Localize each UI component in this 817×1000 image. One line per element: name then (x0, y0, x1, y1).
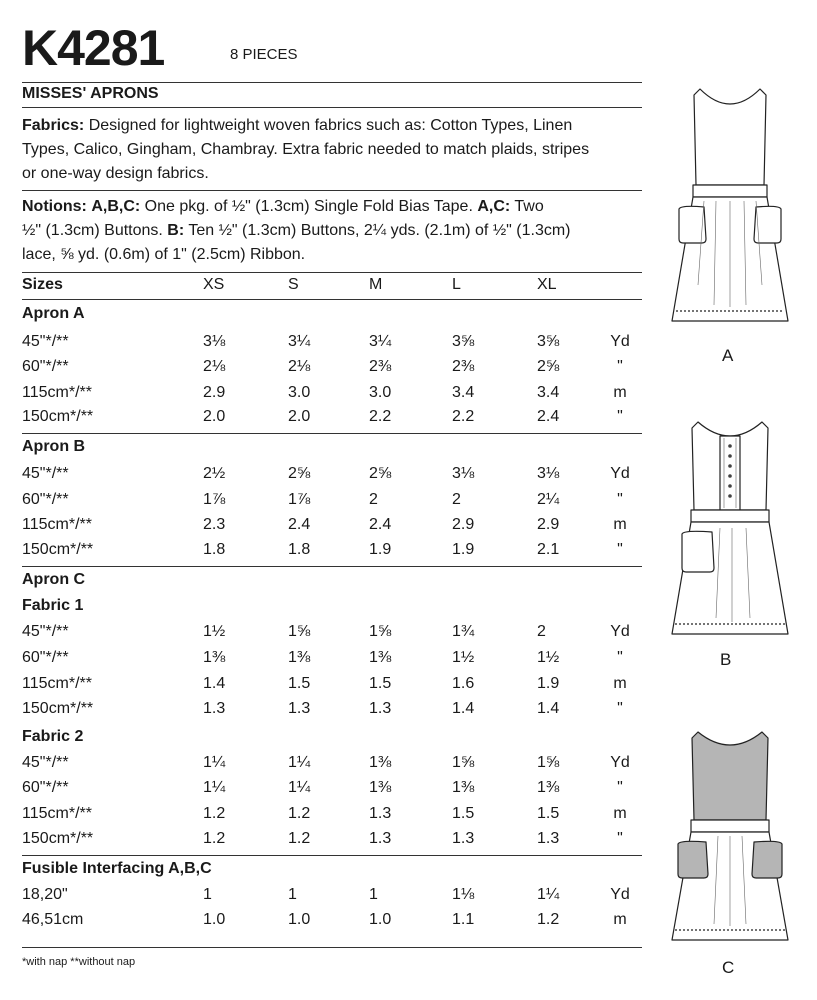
yardage-xs: 2.9 (203, 384, 226, 401)
yardage-row (22, 333, 642, 359)
yardage-m: 2.4 (369, 516, 392, 533)
apron-b-illustration (660, 418, 800, 640)
notions-section (22, 195, 647, 267)
yardage-xs: 2⅛ (203, 358, 226, 375)
fabrics-line: Types, Calico, Gingham, Chambray. Extra fabric needed to match plaids, stripes (22, 141, 590, 158)
fabric-width: 45"*/** (22, 465, 69, 482)
yardage-xs: 1½ (203, 623, 226, 640)
fabrics-section (22, 114, 647, 186)
apron-a-bodice (694, 89, 766, 185)
yardage-row (22, 754, 642, 780)
fabric-width: 60"*/** (22, 649, 69, 666)
interfacing-heading: Fusible Interfacing A,B,C (22, 860, 212, 877)
unit: Yd (610, 465, 630, 482)
apron-b-heading: Apron B (22, 438, 86, 455)
notions-text: Ten ½" (1.3cm) Buttons, 2¼ yds. (2.1m) of ½" (1.3cm) (184, 222, 571, 239)
yardage-l: 2⅜ (452, 358, 475, 375)
yardage-row (22, 911, 642, 937)
yardage-s: 1 (288, 886, 297, 903)
yardage-row (22, 491, 642, 517)
fabrics-line: or one-way design fabrics. (22, 165, 209, 182)
fabric-2-heading: Fabric 2 (22, 728, 84, 745)
fabric-width: 60"*/** (22, 491, 69, 508)
yardage-s: 1⅜ (288, 649, 311, 666)
unit: m (613, 805, 627, 822)
yardage-xs: 1.2 (203, 805, 226, 822)
yardage-s: 1.0 (288, 911, 311, 928)
yardage-s: 2⅝ (288, 465, 311, 482)
yardage-s: 2⅛ (288, 358, 311, 375)
yardage-m: 1⅜ (369, 754, 392, 771)
yardage-m: 1.3 (369, 805, 392, 822)
yardage-l: 3.4 (452, 384, 475, 401)
divider (22, 82, 642, 83)
unit: " (617, 649, 623, 666)
yardage-xl: 1½ (537, 649, 560, 666)
yardage-l: 1⅛ (452, 886, 475, 903)
yardage-xl: 1.9 (537, 675, 560, 692)
yardage-l: 1.4 (452, 700, 475, 717)
pattern-header (22, 18, 647, 78)
unit: m (613, 384, 627, 401)
notions-text: One pkg. of ½" (1.3cm) Single Fold Bias Tape. (140, 198, 478, 215)
yardage-row (22, 516, 642, 542)
yardage-m: 2⅝ (369, 465, 392, 482)
yardage-s: 1.5 (288, 675, 311, 692)
yardage-m: 1.3 (369, 830, 392, 847)
unit: m (613, 911, 627, 928)
yardage-l: 1⅜ (452, 779, 475, 796)
yardage-s: 2.0 (288, 408, 311, 425)
apron-a-heading: Apron A (22, 305, 85, 322)
yardage-s: 1⅝ (288, 623, 311, 640)
yardage-row (22, 623, 642, 649)
divider (22, 947, 642, 948)
yardage-m: 1.3 (369, 700, 392, 717)
fabric-width: 115cm*/** (22, 384, 92, 401)
unit: Yd (610, 886, 630, 903)
yardage-xs: 2.3 (203, 516, 226, 533)
unit: " (617, 491, 623, 508)
yardage-xs: 1.4 (203, 675, 226, 692)
size-xs: XS (203, 276, 225, 293)
yardage-xl: 2¼ (537, 491, 560, 508)
unit: " (617, 541, 623, 558)
fabric-width: 150cm*/** (22, 408, 94, 425)
fabric-width: 150cm*/** (22, 700, 94, 717)
yardage-xl: 2.4 (537, 408, 560, 425)
yardage-m: 1⅜ (369, 779, 392, 796)
fabric-width: 115cm*/** (22, 805, 92, 822)
fabric-width: 60"*/** (22, 358, 69, 375)
yardage-row (22, 779, 642, 805)
yardage-l: 3⅛ (452, 465, 475, 482)
fabric-width: 45"*/** (22, 754, 69, 771)
yardage-xs: 1⅞ (203, 491, 226, 508)
yardage-m: 3¼ (369, 333, 392, 350)
unit: " (617, 408, 623, 425)
page-title: MISSES' APRONS (22, 85, 159, 102)
unit: Yd (610, 333, 630, 350)
yardage-m: 1⅝ (369, 623, 392, 640)
unit: " (617, 830, 623, 847)
notions-view-tag: B: (167, 222, 185, 239)
yardage-row (22, 541, 642, 567)
notions-view-tag: A,B,C: (91, 198, 141, 215)
yardage-xl: 3.4 (537, 384, 560, 401)
yardage-s: 3.0 (288, 384, 311, 401)
unit: Yd (610, 623, 630, 640)
yardage-xl: 2 (537, 623, 546, 640)
size-s: S (288, 276, 299, 293)
fabric-1-heading: Fabric 1 (22, 597, 84, 614)
notions-text: Two (510, 198, 544, 215)
yardage-xs: 1¼ (203, 779, 226, 796)
fabric-width: 60"*/** (22, 779, 69, 796)
yardage-xl: 1⅜ (537, 779, 560, 796)
yardage-s: 1.3 (288, 700, 311, 717)
yardage-xs: 1¼ (203, 754, 226, 771)
fabrics-line: Designed for lightweight woven fabrics such as: Cotton Types, Linen (88, 117, 573, 134)
yardage-xl: 3⅛ (537, 465, 560, 482)
divider (22, 855, 642, 856)
yardage-s: 1.2 (288, 830, 311, 847)
yardage-s: 3¼ (288, 333, 311, 350)
yardage-row (22, 649, 642, 675)
unit: " (617, 779, 623, 796)
yardage-s: 1.2 (288, 805, 311, 822)
yardage-xl: 2.9 (537, 516, 560, 533)
yardage-xs: 1.8 (203, 541, 226, 558)
yardage-s: 1¼ (288, 779, 311, 796)
yardage-l: 1.9 (452, 541, 475, 558)
yardage-row (22, 675, 642, 701)
yardage-l: 1.1 (452, 911, 475, 928)
unit: Yd (610, 754, 630, 771)
yardage-m: 1.9 (369, 541, 392, 558)
pattern-number: K4281 (22, 20, 165, 76)
divider (22, 566, 642, 567)
yardage-xs: 1 (203, 886, 212, 903)
fabric-width: 18,20" (22, 886, 68, 903)
divider (22, 107, 642, 108)
yardage-m: 1.5 (369, 675, 392, 692)
yardage-xs: 1.3 (203, 700, 226, 717)
apron-a-pocket-left (679, 206, 706, 243)
yardage-s: 1¼ (288, 754, 311, 771)
yardage-l: 2.9 (452, 516, 475, 533)
yardage-row (22, 358, 642, 384)
yardage-row (22, 886, 642, 912)
unit: " (617, 700, 623, 717)
yardage-xl: 1.2 (537, 911, 560, 928)
figure-a-label: A (722, 346, 734, 365)
fabric-width: 45"*/** (22, 333, 69, 350)
fabric-width: 115cm*/** (22, 675, 92, 692)
yardage-xl: 1.5 (537, 805, 560, 822)
yardage-xl: 2⅝ (537, 358, 560, 375)
apron-a-illustration (660, 85, 800, 345)
yardage-l: 3⅝ (452, 333, 475, 350)
apron-c-pocket-right (752, 841, 782, 878)
size-m: M (369, 276, 383, 293)
apron-b-pocket (682, 531, 714, 572)
sizes-header-row (22, 276, 642, 298)
yardage-m: 1 (369, 886, 378, 903)
apron-c-bodice (692, 732, 768, 820)
unit: m (613, 675, 627, 692)
apron-c-waistband (691, 820, 769, 832)
yardage-s: 2.4 (288, 516, 311, 533)
sizes-label: Sizes (22, 276, 63, 293)
yardage-l: 1.3 (452, 830, 475, 847)
yardage-row (22, 384, 642, 410)
divider (22, 272, 642, 273)
unit: m (613, 516, 627, 533)
yardage-l: 1½ (452, 649, 475, 666)
fabric-width: 150cm*/** (22, 541, 94, 558)
apron-c-illustration (660, 728, 800, 948)
figure-c-label: C (722, 958, 735, 977)
figure-b-label: B (720, 650, 732, 669)
apron-a-pocket-right (754, 206, 781, 243)
apron-a-waistband (693, 185, 767, 197)
yardage-xl: 2.1 (537, 541, 560, 558)
yardage-row (22, 805, 642, 831)
apron-c-pocket-left (678, 841, 708, 878)
yardage-row (22, 700, 642, 726)
notions-text: lace, ⅝ yd. (0.6m) of 1" (2.5cm) Ribbon. (22, 246, 306, 263)
apron-b-waistband (691, 510, 769, 522)
notions-view-tag: A,C: (477, 198, 511, 215)
fabric-width: 150cm*/** (22, 830, 94, 847)
yardage-m: 2.2 (369, 408, 392, 425)
notions-label: Notions: (22, 198, 87, 215)
divider (22, 299, 642, 300)
divider (22, 190, 642, 191)
yardage-l: 1.5 (452, 805, 475, 822)
yardage-s: 1⅞ (288, 491, 311, 508)
yardage-xs: 1⅜ (203, 649, 226, 666)
yardage-xl: 1.3 (537, 830, 560, 847)
yardage-xs: 2½ (203, 465, 226, 482)
yardage-m: 1⅜ (369, 649, 392, 666)
apron-c-heading: Apron C (22, 571, 86, 588)
unit: " (617, 358, 623, 375)
yardage-xs: 2.0 (203, 408, 226, 425)
pieces-count: 8 PIECES (230, 46, 298, 63)
fabric-width: 115cm*/** (22, 516, 92, 533)
divider (22, 433, 642, 434)
yardage-xl: 3⅝ (537, 333, 560, 350)
yardage-l: 2 (452, 491, 461, 508)
yardage-l: 2.2 (452, 408, 475, 425)
yardage-l: 1⅝ (452, 754, 475, 771)
yardage-row (22, 408, 642, 434)
footnote: *with nap **without nap (22, 956, 136, 968)
yardage-m: 3.0 (369, 384, 392, 401)
yardage-row (22, 830, 642, 856)
yardage-xl: 1¼ (537, 886, 560, 903)
yardage-xs: 1.2 (203, 830, 226, 847)
fabric-width: 46,51cm (22, 911, 84, 928)
yardage-xl: 1⅝ (537, 754, 560, 771)
yardage-m: 2⅜ (369, 358, 392, 375)
yardage-xl: 1.4 (537, 700, 560, 717)
yardage-s: 1.8 (288, 541, 311, 558)
yardage-m: 1.0 (369, 911, 392, 928)
yardage-l: 1¾ (452, 623, 475, 640)
size-l: L (452, 276, 461, 293)
yardage-row (22, 465, 642, 491)
yardage-l: 1.6 (452, 675, 475, 692)
fabrics-label: Fabrics: (22, 117, 85, 134)
yardage-m: 2 (369, 491, 378, 508)
yardage-xs: 1.0 (203, 911, 226, 928)
yardage-xs: 3⅛ (203, 333, 226, 350)
notions-text: ½" (1.3cm) Buttons. (22, 222, 168, 239)
fabric-width: 45"*/** (22, 623, 69, 640)
size-xl: XL (537, 276, 557, 293)
